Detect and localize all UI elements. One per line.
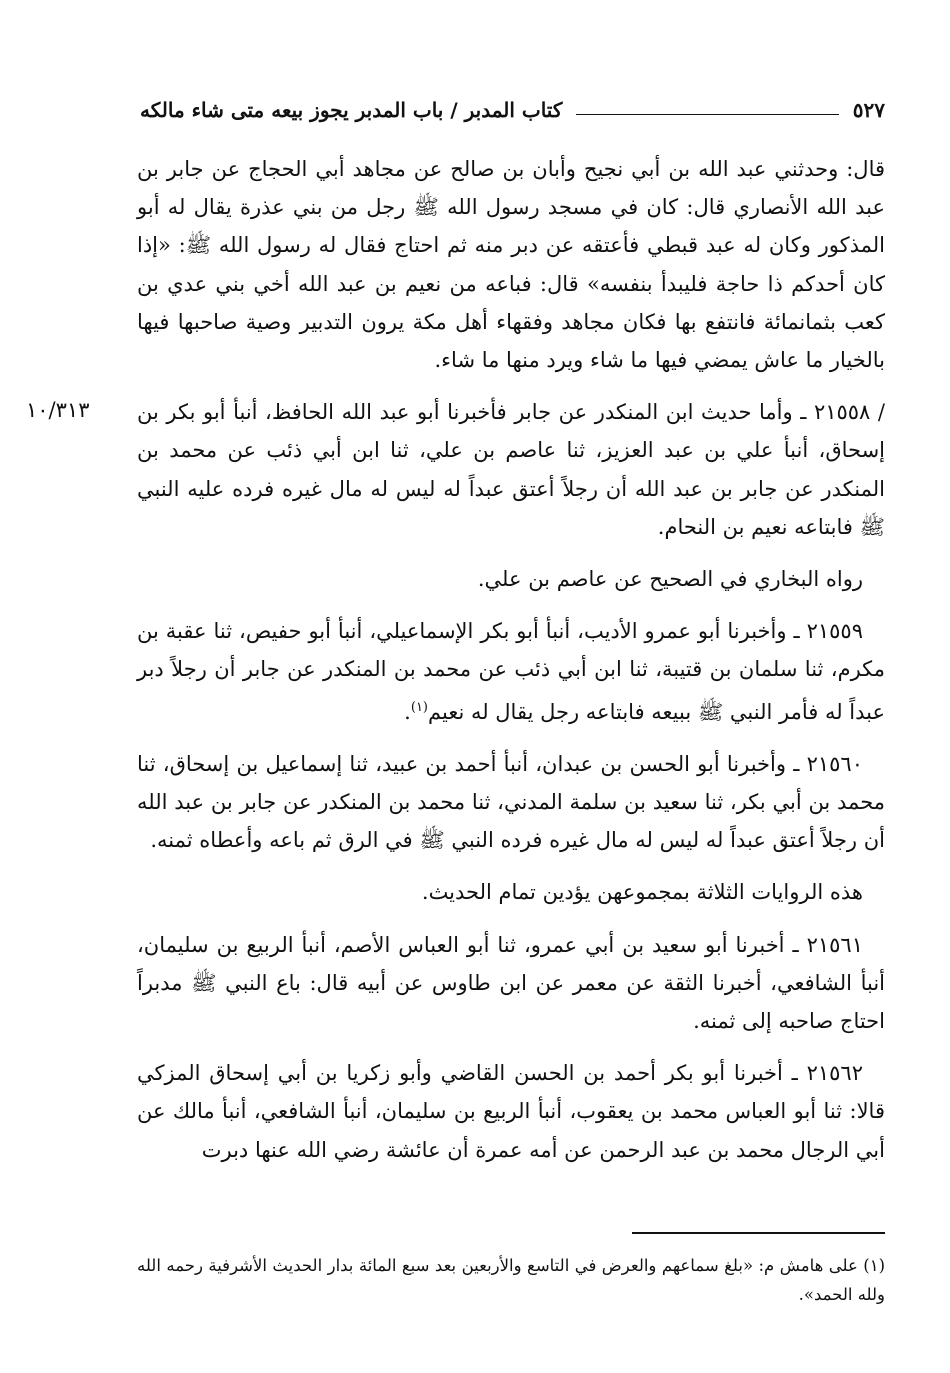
- paragraph: رواه البخاري في الصحيح عن عاصم بن علي.: [477, 567, 863, 592]
- main-text: [137, 150, 885, 1183]
- running-header: [140, 92, 885, 128]
- paragraph: ٢١٥٦٠ ـ وأخبرنا أبو الحسن بن عبدان، أنبأ أحمد بن عبيد، ثنا إسماعيل بن إسحاق، ثنا محمد بن أبي بكر، ثنا سعيد بن سلمة المدني، ثنا محمد بن المنكدر عن جابر بن عبد الله أن رجلاً أعتق عبداً له ليس له مال غيره فرده النبي ﷺ في الرق ثم باعه وأعطاه ثمنه.: [137, 751, 885, 853]
- paragraph: ٢١٥٥٩ ـ وأخبرنا أبو عمرو الأديب، أنبأ أبو بكر الإسماعيلي، أنبأ أبو حفيص، ثنا عقبة بن مكرم، ثنا سلمان بن قتيبة، ثنا ابن أبي ذئب عن محمد بن المنكدر عن جابر أن رجلاً دبر عبداً له فأمر النبي ﷺ ببيعه فابتاعه رجل يقال له نعيم$^{(١)}$.: [137, 619, 885, 724]
- chapter-title: كتاب المدبر / باب المدبر يجوز بيعه متى شاء مالكه: [140, 98, 563, 122]
- footnote-separator: [632, 1232, 885, 1234]
- paragraph: ٢١٥٦٢ ـ أخبرنا أبو بكر أحمد بن الحسن القاضي وأبو زكريا بن أبي إسحاق المزكي قالا: ثنا أبو العباس محمد بن يعقوب، أنبأ الربيع بن سليمان، أنبأ الشافعي، أنبأ مالك عن أبي الرجال محمد بن عبد الرحمن عن أمه عمرة أن عائشة رضي الله عنها دبرت: [137, 1061, 885, 1162]
- footnote-text: (١) على هامش م: «بلغ سماعهم والعرض في التاسع والأربعين بعد سبع المائة بدار الحديث الأشرفية رحمه الله ولله الحمد».: [137, 1256, 885, 1304]
- footnote-marker: (١): [410, 699, 428, 715]
- footnote: [137, 1251, 885, 1309]
- margin-reference: ١٠/٣١٣: [26, 398, 90, 422]
- paragraph: هذه الروايات الثلاثة بمجموعهن يؤدين تمام الحديث.: [421, 880, 863, 905]
- header-rule: [576, 114, 838, 115]
- paragraph: ٢١٥٦١ ـ أخبرنا أبو سعيد بن أبي عمرو، ثنا أبو العباس الأصم، أنبأ الربيع بن سليمان، أنبأ الشافعي، أخبرنا الثقة عن معمر عن ابن طاوس عن أبيه قال: باع النبي ﷺ مدبراً احتاج صاحبه إلى ثمنه.: [137, 932, 885, 1034]
- page-number: ٥٢٧: [852, 98, 885, 122]
- paragraph: / ٢١٥٥٨ ـ وأما حديث ابن المنكدر عن جابر فأخبرنا أبو عبد الله الحافظ، أنبأ أبو بكر بن إسحاق، أنبأ علي بن عبد العزيز، ثنا عاصم بن علي، ثنا ابن أبي ذئب عن محمد بن المنكدر عن جابر بن عبد الله أن رجلاً أعتق عبداً له ليس له مال غيره فرده عليه النبي ﷺ فابتاعه نعيم بن النحام.: [137, 400, 885, 539]
- paragraph: قال: وحدثني عبد الله بن أبي نجيح وأبان بن صالح عن مجاهد أبي الحجاج عن جابر بن عبد الله الأنصاري قال: كان في مسجد رسول الله ﷺ رجل من بني عذرة يقال له أبو المذكور وكان له عبد قبطي فأعتقه عن دبر منه ثم احتاج فقال له رسول الله ﷺ: «إذا كان أحدكم ذا حاجة فليبدأ بنفسه» قال: فباعه من نعيم بن عبد الله أخي بني عدي بن كعب بثمانمائة فانتفع بها فكان مجاهد وفقهاء أهل مكة يرون التدبير وصية صاحبها فيها بالخيار ما عاش يمضي فيها ما شاء ويرد منها ما شاء.: [137, 157, 885, 373]
